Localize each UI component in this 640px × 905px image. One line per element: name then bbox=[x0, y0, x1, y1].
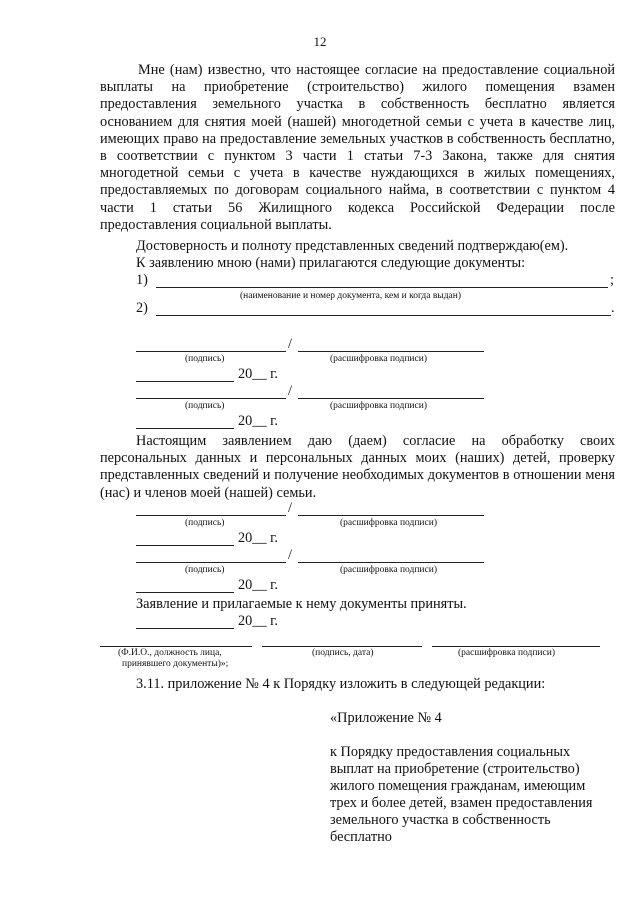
paragraph-awareness: Мне (нам) известно, что настоящее согласие на предоставление социальной выплаты на приобретение (строительство) жилого помещения взамен предоставления земельного участка в собственность бесплатно является основанием для снятия моей (нашей) многодетной семьи с учета в качестве лиц, имеющих право на предоставление земельных участков в собственность бесплатно, в соответствии с пунктом 3 части 1 статьи 7-3 Закона, также для снятия многодетной семьи с учета в качестве нуждающихся в жилых помещениях, предоставляемых по договорам социального найма, в соответствии с пунктом 4 части 1 статьи 56 Жилищного кодекса Российской Федерации после предоставления социальной выплаты. bbox=[100, 62, 615, 233]
date-line[interactable] bbox=[136, 592, 234, 593]
signature-decoding-caption: (расшифровка подписи) bbox=[330, 401, 427, 411]
signature-caption: (подпись) bbox=[185, 565, 225, 575]
signature-caption: (подпись) bbox=[185, 518, 225, 528]
doc-2-end: . bbox=[611, 300, 615, 316]
signature-decoding-line[interactable] bbox=[298, 398, 484, 399]
attach-line: К заявлению мною (нами) прилагаются следующие документы: bbox=[136, 255, 526, 271]
signature-decoding-caption: (расшифровка подписи) bbox=[340, 518, 437, 528]
slash: / bbox=[288, 500, 292, 516]
slash: / bbox=[288, 383, 292, 399]
slash: / bbox=[288, 336, 292, 352]
official-name-line[interactable] bbox=[100, 646, 252, 647]
page-number: 12 bbox=[313, 34, 327, 49]
date-text: 20__ г. bbox=[238, 613, 278, 629]
accepted-line: Заявление и прилагаемые к нему документы приняты. bbox=[136, 596, 467, 612]
official-signature-line[interactable] bbox=[262, 646, 422, 647]
date-text: 20__ г. bbox=[238, 530, 278, 546]
signature-line[interactable] bbox=[136, 562, 286, 563]
confirm-line: Достоверность и полноту представленных сведений подтверждаю(ем). bbox=[136, 238, 569, 254]
signature-decoding-line[interactable] bbox=[298, 562, 484, 563]
official-decoding-line[interactable] bbox=[432, 646, 600, 647]
signature-decoding-caption: (расшифровка подписи) bbox=[330, 354, 427, 364]
signature-decoding-line[interactable] bbox=[298, 515, 484, 516]
doc-caption: (наименование и номер документа, кем и когда выдан) bbox=[240, 291, 461, 301]
official-caption-line-2: принявшего документы)»; bbox=[122, 659, 229, 669]
date-text: 20__ г. bbox=[238, 366, 278, 382]
signature-caption: (подпись) bbox=[185, 401, 225, 411]
doc-1-end: ; bbox=[610, 272, 614, 288]
consent-paragraph: Настоящим заявлением даю (даем) согласие на обработку своих персональных данных и персональных данных моих (наших) детей, проверку представленных сведений и получение необходимых документов в отношении меня (нас) и членов моей (нашей) семьи. bbox=[100, 433, 615, 501]
date-line[interactable] bbox=[136, 628, 234, 629]
date-text: 20__ г. bbox=[238, 577, 278, 593]
slash: / bbox=[288, 547, 292, 563]
signature-caption: (подпись) bbox=[185, 354, 225, 364]
appendix-line: трех и более детей, взамен предоставления bbox=[330, 795, 593, 811]
appendix-line: к Порядку предоставления социальных bbox=[330, 744, 571, 760]
date-line[interactable] bbox=[136, 381, 234, 382]
appendix-line: жилого помещения гражданам, имеющим bbox=[330, 778, 586, 794]
signature-decoding-caption: (расшифровка подписи) bbox=[340, 565, 437, 575]
date-text: 20__ г. bbox=[238, 413, 278, 429]
appendix-title: «Приложение № 4 bbox=[330, 710, 442, 726]
doc-1-line[interactable] bbox=[156, 287, 608, 288]
appendix-line: бесплатно bbox=[330, 829, 392, 845]
official-caption-decoding: (расшифровка подписи) bbox=[458, 648, 555, 658]
signature-line[interactable] bbox=[136, 515, 286, 516]
official-caption-line-1: (Ф.И.О., должность лица, bbox=[118, 648, 222, 658]
signature-line[interactable] bbox=[136, 398, 286, 399]
doc-2-line[interactable] bbox=[156, 315, 611, 316]
amendment-line: 3.11. приложение № 4 к Порядку изложить в следующей редакции: bbox=[136, 676, 546, 692]
signature-decoding-line[interactable] bbox=[298, 351, 484, 352]
date-line[interactable] bbox=[136, 428, 234, 429]
appendix-line: земельного участка в собственность bbox=[330, 812, 551, 828]
doc-1-number: 1) bbox=[136, 272, 148, 288]
appendix-line: выплат на приобретение (строительство) bbox=[330, 761, 580, 777]
doc-2-number: 2) bbox=[136, 300, 148, 316]
date-line[interactable] bbox=[136, 545, 234, 546]
official-caption-signature: (подпись, дата) bbox=[312, 648, 374, 658]
signature-line[interactable] bbox=[136, 351, 286, 352]
